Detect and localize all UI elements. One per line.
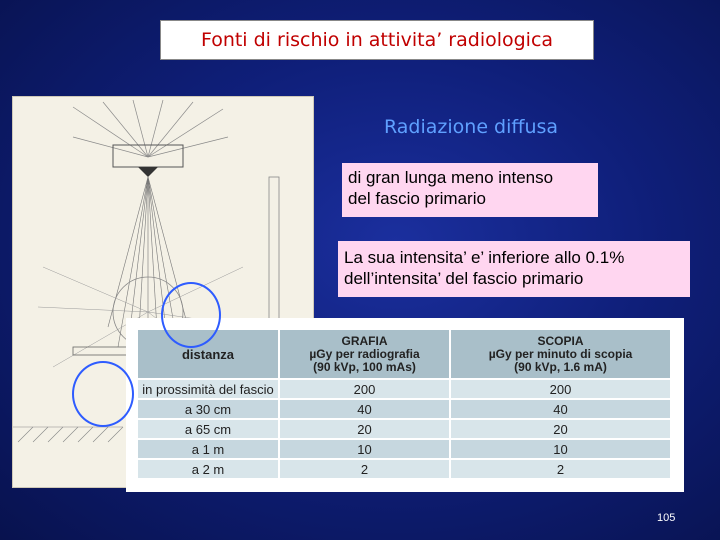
cell-distance: a 65 cm bbox=[137, 419, 279, 439]
header-line: SCOPIA bbox=[537, 333, 584, 348]
highlight-circle-icon bbox=[72, 361, 134, 427]
header-grafia bbox=[279, 329, 450, 379]
info-box-line: dell’intensita’ del fascio primario bbox=[344, 269, 584, 288]
slide-title: Fonti di rischio in attivita’ radiologica bbox=[160, 20, 594, 60]
cell-grafia: 2 bbox=[279, 459, 450, 479]
cell-scopia: 10 bbox=[450, 439, 671, 459]
header-line: µGy per radiografia bbox=[309, 346, 420, 361]
dose-table bbox=[136, 328, 672, 480]
header-line: (90 kVp, 100 mAs) bbox=[313, 359, 416, 374]
header-line: µGy per minuto di scopia bbox=[488, 346, 633, 361]
header-distance: distanza bbox=[137, 329, 279, 379]
cell-distance: a 2 m bbox=[137, 459, 279, 479]
page-number: 105 bbox=[657, 512, 676, 524]
header-line: GRAFIA bbox=[341, 333, 388, 348]
cell-distance: a 1 m bbox=[137, 439, 279, 459]
slide-subtitle: Radiazione diffusa bbox=[384, 116, 559, 138]
cell-grafia: 20 bbox=[279, 419, 450, 439]
info-box-percentage bbox=[338, 241, 690, 297]
cell-distance: in prossimità del fascio bbox=[137, 379, 279, 399]
header-scopia bbox=[450, 329, 671, 379]
cell-grafia: 200 bbox=[279, 379, 450, 399]
cell-scopia: 2 bbox=[450, 459, 671, 479]
info-box-intensity bbox=[342, 163, 598, 217]
cell-grafia: 10 bbox=[279, 439, 450, 459]
dose-table-panel bbox=[126, 318, 684, 492]
table-row bbox=[137, 419, 671, 439]
info-box-line: del fascio primario bbox=[348, 189, 486, 208]
info-box-line: La sua intensita’ e’ inferiore allo 0.1% bbox=[344, 248, 625, 267]
highlight-circle-icon bbox=[161, 282, 221, 348]
table-row bbox=[137, 459, 671, 479]
info-box-line: di gran lunga meno intenso bbox=[348, 168, 554, 187]
cell-scopia: 200 bbox=[450, 379, 671, 399]
table-row bbox=[137, 379, 671, 399]
cell-scopia: 20 bbox=[450, 419, 671, 439]
cell-distance: a 30 cm bbox=[137, 399, 279, 419]
cell-scopia: 40 bbox=[450, 399, 671, 419]
table-header-row bbox=[137, 329, 671, 379]
header-line: (90 kVp, 1.6 mA) bbox=[514, 359, 607, 374]
cell-grafia: 40 bbox=[279, 399, 450, 419]
table-row bbox=[137, 399, 671, 419]
table-row bbox=[137, 439, 671, 459]
